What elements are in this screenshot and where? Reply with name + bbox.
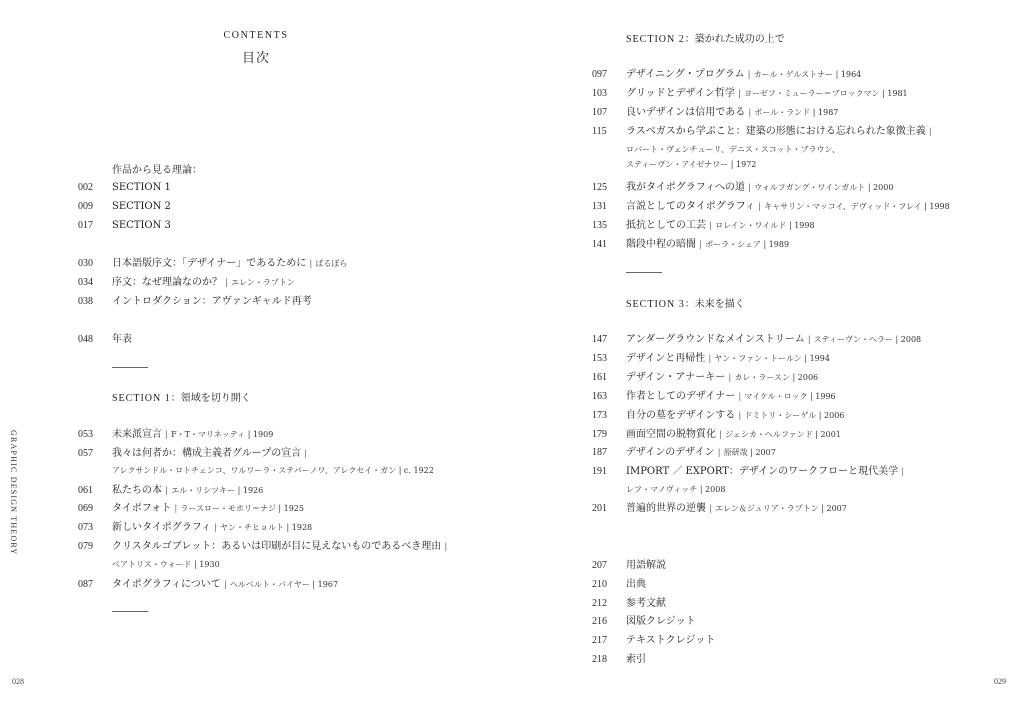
- entry-title: [626, 446, 776, 460]
- separator: |: [444, 542, 448, 551]
- page-number: 153: [592, 353, 607, 364]
- page-number: 125: [592, 182, 607, 193]
- page-number: 207: [592, 560, 607, 571]
- page-number: 034: [78, 277, 93, 288]
- entry-title: SECTION 1: [112, 182, 171, 193]
- page-number: 061: [78, 485, 93, 496]
- entry-title-text: グリッドとデザイン哲学: [626, 88, 735, 99]
- page-number: 097: [592, 69, 607, 80]
- entry-title-text: 私たちの本: [112, 485, 162, 496]
- right-page: [512, 0, 1024, 726]
- entry-title: [112, 428, 273, 442]
- entry-title: [626, 390, 836, 404]
- section-title: ：領域を切り開く: [170, 393, 251, 404]
- section-heading: [626, 295, 745, 310]
- entry-title: [626, 200, 950, 214]
- entry-title-text: 未来派宣言: [112, 429, 162, 440]
- page-number: 217: [592, 635, 607, 646]
- entry-title-text: ラスベガスから学ぶこと：建築の形態における忘れられた象徴主義: [626, 126, 926, 137]
- page-number: 053: [78, 429, 93, 440]
- entry-author: スティーヴン・アイゼナワー | 1972: [626, 160, 757, 169]
- entry-title-text: デザインと再帰性: [626, 353, 706, 364]
- entry-title: SECTION 3: [112, 220, 171, 231]
- entry-title: 用語解説: [626, 560, 666, 571]
- entry-title: [626, 106, 838, 120]
- entry-title: 索引: [626, 654, 646, 665]
- separator: |: [738, 411, 742, 420]
- folio-left: 028: [12, 677, 24, 686]
- entry-title: [626, 465, 904, 479]
- entry-title: [626, 333, 921, 347]
- divider: [626, 272, 662, 273]
- entry-title-text: 自分の墓をデザインする: [626, 410, 736, 421]
- contents-heading-ja: 目次: [241, 51, 270, 66]
- section-heading: [112, 389, 251, 404]
- separator: |: [708, 354, 712, 363]
- page-number: 147: [592, 334, 607, 345]
- entry-title: [112, 257, 347, 271]
- folio-right: 029: [994, 677, 1006, 686]
- page-number: 009: [78, 201, 93, 212]
- page-number: 107: [592, 107, 607, 118]
- section-label: SECTION 2: [626, 34, 685, 45]
- entry-title: [112, 578, 338, 592]
- page-number: 212: [592, 598, 607, 609]
- contents-heading-en: CONTENTS: [223, 30, 289, 41]
- separator: |: [165, 486, 168, 495]
- separator: |: [807, 335, 811, 344]
- entry-author: ぱるぼら: [315, 259, 348, 268]
- entry-title: [626, 238, 789, 252]
- page-number: 135: [592, 220, 607, 231]
- separator: |: [174, 504, 178, 513]
- separator: |: [738, 392, 742, 401]
- entry-author: ヘルベルト・バイヤー | 1967: [229, 580, 339, 589]
- separator: |: [709, 504, 712, 513]
- separator: |: [901, 467, 905, 476]
- entry-title: [626, 87, 908, 101]
- entry-title: [112, 447, 307, 461]
- entry-author: エレン・ラプトン: [231, 278, 295, 287]
- page-number: 038: [78, 296, 93, 307]
- separator: |: [224, 580, 227, 589]
- entry-title: [626, 409, 844, 423]
- entry-title: 年表: [112, 334, 132, 345]
- entry-title: SECTION 2: [112, 201, 171, 212]
- entry-title-text: 新しいタイポグラフィ: [112, 522, 211, 533]
- section-label: SECTION 1: [112, 393, 171, 404]
- entry-title-text: IMPORT ／ EXPORT：デザインのワークフローと現代美学: [626, 466, 899, 477]
- separator: |: [304, 449, 308, 458]
- entry-title-text: 言説としてのタイポグラフィ: [626, 201, 755, 212]
- entry-title: 参考文献: [626, 598, 666, 609]
- separator: |: [719, 430, 722, 439]
- separator: |: [738, 89, 741, 98]
- spine-title: GRAPHIC DESIGN THEORY: [9, 430, 18, 556]
- page-number: 191: [592, 466, 607, 477]
- entry-title-text: 我がタイポグラフィへの道: [626, 182, 745, 193]
- entry-author: ウォルフガング・ワインガルト | 2000: [754, 183, 894, 192]
- entry-author: カール・ゲルストナー | 1964: [753, 70, 862, 79]
- separator: |: [748, 108, 752, 117]
- entry-title: [112, 540, 447, 554]
- entry-author: ベアトリス・ウォード | 1930: [112, 560, 220, 569]
- entry-title: イントロダクション：アヴァンギャルド再考: [112, 296, 312, 307]
- entry-title-text: 抵抗としての工芸: [626, 220, 706, 231]
- separator: |: [225, 278, 228, 287]
- separator: |: [717, 448, 721, 457]
- separator: |: [758, 202, 761, 211]
- entry-author: ラースロー・モホリ＝ナジ | 1925: [180, 504, 304, 513]
- page-number: 048: [78, 334, 93, 345]
- entry-author: ロバート・ヴェンチューリ、デニス・スコット・ブラウン、: [626, 145, 840, 154]
- page-number: 210: [592, 579, 607, 590]
- entry-title-text: アンダーグラウンドなメインストリーム: [626, 334, 805, 345]
- separator: |: [165, 430, 168, 439]
- page-number: 079: [78, 541, 93, 552]
- page-number: 030: [78, 258, 93, 269]
- page-number: 131: [592, 201, 607, 212]
- page-number: 103: [592, 88, 607, 99]
- entry-title-text: 我々は何者か：構成主義者グループの宣言: [112, 448, 302, 459]
- entry-author: ロレイン・ワイルド | 1998: [715, 221, 815, 230]
- entry-title-text: タイポグラフィについて: [112, 579, 221, 590]
- separator: |: [309, 259, 313, 268]
- entry-title: [626, 502, 847, 516]
- intro-heading: 作品から見る理論：: [112, 165, 202, 176]
- page-number: 187: [592, 447, 607, 458]
- section-label: SECTION 3: [626, 299, 685, 310]
- entry-author: ポール・ランド | 1987: [754, 108, 839, 117]
- entry-title: 出典: [626, 579, 646, 590]
- page-number: 179: [592, 429, 607, 440]
- entry-title: 図版クレジット: [626, 616, 696, 627]
- page-number: 002: [78, 182, 93, 193]
- entry-author: エル・リシツキー | 1926: [171, 486, 264, 495]
- page-number: 163: [592, 391, 607, 402]
- divider: [112, 367, 148, 368]
- entry-title-text: デザイニング・プログラム: [626, 69, 745, 80]
- separator: |: [709, 221, 712, 230]
- entry-title: テキストクレジット: [626, 635, 716, 646]
- page-number: 069: [78, 503, 93, 514]
- entry-title-text: タイポフォト: [112, 503, 172, 514]
- entry-title: [112, 484, 263, 498]
- page-number: 201: [592, 503, 607, 514]
- entry-title-text: クリスタルゴブレット：あるいは印刷が目に見えないものであるべき理由: [112, 541, 442, 552]
- entry-title: [112, 521, 312, 535]
- section-title: ：築かれた成功の上で: [684, 34, 785, 45]
- separator: |: [728, 373, 732, 382]
- separator: |: [699, 240, 702, 249]
- section-heading: [626, 30, 785, 45]
- separator: |: [214, 523, 217, 532]
- page-number: 073: [78, 522, 93, 533]
- entry-author: エレン＆ジュリア・ラプトン | 2007: [715, 504, 847, 513]
- separator: |: [928, 127, 932, 136]
- entry-author: レフ・マノヴィッチ | 2008: [626, 485, 726, 494]
- entry-author: ヤン・ファン・トールン | 1994: [714, 354, 830, 363]
- entry-author: ドミトリ・シーゲル | 2006: [744, 411, 845, 420]
- entry-author: 原研哉 | 2007: [723, 448, 776, 457]
- entry-title: [626, 352, 830, 366]
- page-number: 173: [592, 410, 607, 421]
- entry-title-text: 普遍的世界の逆襲: [626, 503, 706, 514]
- entry-author: キャサリン・マッコイ、デヴィッド・フレイ | 1998: [764, 202, 950, 211]
- entry-author: ヤン・チヒョルト | 1928: [220, 523, 313, 532]
- entry-title: [626, 428, 841, 442]
- page-number: 087: [78, 579, 93, 590]
- entry-author: カレ・ラースン | 2006: [734, 373, 819, 382]
- entry-title: [626, 68, 861, 82]
- separator: |: [747, 70, 751, 79]
- page-number: 216: [592, 616, 607, 627]
- page-number: 115: [592, 126, 607, 137]
- entry-title: [626, 371, 818, 385]
- entry-title: [112, 276, 295, 290]
- entry-title-text: 日本語版序文：「デザイナー」であるために: [112, 258, 307, 269]
- entry-author: ポーラ・シェア | 1989: [705, 240, 790, 249]
- entry-title-text: 良いデザインは信用である: [626, 107, 746, 118]
- entry-title: [626, 125, 932, 139]
- entry-author: スティーヴン・ヘラー | 2008: [813, 335, 922, 344]
- page-number: 141: [592, 239, 607, 250]
- entry-title: [626, 219, 815, 233]
- entry-title: [112, 502, 304, 516]
- separator: |: [748, 183, 751, 192]
- entry-title-text: デザイン・アナーキー: [626, 372, 726, 383]
- entry-author: F・T・マリネッティ | 1909: [171, 430, 274, 439]
- page-number: 057: [78, 448, 93, 459]
- entry-title-text: 序文：なぜ理論なのか？: [112, 277, 222, 288]
- page-number: 218: [592, 654, 607, 665]
- entry-title-text: 画面空間の脱物質化: [626, 429, 716, 440]
- entry-author: アレクサンドル・ロトチェンコ、ワルワーラ・ステパーノワ、アレクセイ・ガン | c. 1922: [112, 466, 434, 475]
- entry-title-text: 階段中程の暗闇: [626, 239, 696, 250]
- entry-author: マイケル・ロック | 1996: [744, 392, 836, 401]
- divider: [112, 611, 148, 612]
- entry-author: ジェシカ・ヘルファンド | 2001: [725, 430, 841, 439]
- page-number: 017: [78, 220, 93, 231]
- entry-title-text: 作者としてのデザイナー: [626, 391, 736, 402]
- entry-author: ヨーゼフ・ミューラー＝ブロックマン | 1981: [743, 89, 908, 98]
- page-number: 161: [592, 372, 607, 383]
- entry-title-text: デザインのデザイン: [626, 447, 715, 458]
- entry-title: [626, 181, 893, 195]
- section-title: ：未来を描く: [684, 299, 745, 310]
